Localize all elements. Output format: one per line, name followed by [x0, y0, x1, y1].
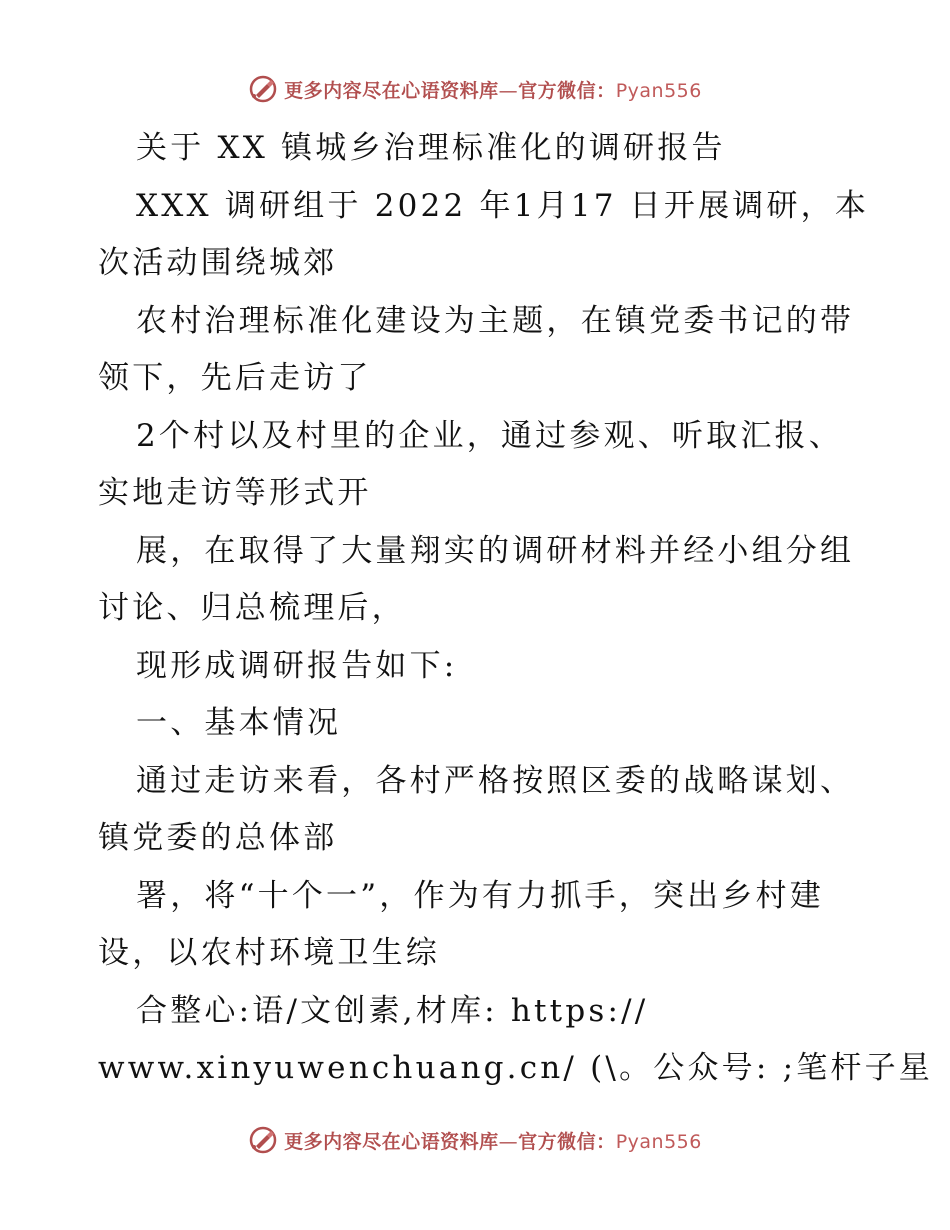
paragraph-line: 镇党委的总体部: [98, 820, 338, 856]
paragraph-line: 合整心:语/文创素,材库: https://: [136, 992, 649, 1029]
paragraph-line: 次活动围绕城郊: [98, 245, 338, 281]
paragraph-line: 领下，先后走访了: [98, 360, 372, 396]
paragraph-line: 现形成调研报告如下:: [136, 647, 458, 684]
document-body: [98, 120, 934, 1098]
paragraph-line: 农村治理标准化建设为主题，在镇党委书记的带: [136, 302, 855, 339]
paragraph-line: 讨论、归总梳理后，: [98, 590, 406, 626]
paragraph-line: 2个村以及村里的企业，通过参观、听取汇报、: [136, 417, 843, 454]
paragraph-line: 通过走访来看，各村严格按照区委的战略谋划、: [136, 762, 855, 799]
watermark-banner-bottom: [0, 1123, 950, 1157]
paragraph-line: 署，将“十个一”，作为有力抓手，突出乡村建: [136, 877, 824, 914]
paragraph-line: 实地走访等形式开: [98, 475, 372, 511]
watermark-text: 更多内容尽在心语资料库—官方微信：Pyan556: [284, 79, 702, 102]
watermark-banner-top: [0, 72, 950, 106]
paragraph-line: 展，在取得了大量翔实的调研材料并经小组分组: [136, 532, 855, 569]
paragraph-line: 设，以农村环境卫生综: [98, 935, 440, 971]
paragraph-line: XXX 调研组于 2022 年1月17 日开展调研，本: [136, 187, 870, 224]
pen-logo-icon: [248, 1125, 278, 1155]
watermark-text: 更多内容尽在心语资料库—官方微信：Pyan556: [284, 1130, 702, 1153]
paragraph-line: www.xinyuwenchuang.cn/ (\。公众号: ;笔杆子星: [98, 1050, 934, 1086]
pen-logo-icon: [248, 74, 278, 104]
document-title: 关于 XX 镇城乡治理标准化的调研报告: [136, 130, 726, 166]
section-heading: 一、基本情况: [136, 705, 342, 741]
